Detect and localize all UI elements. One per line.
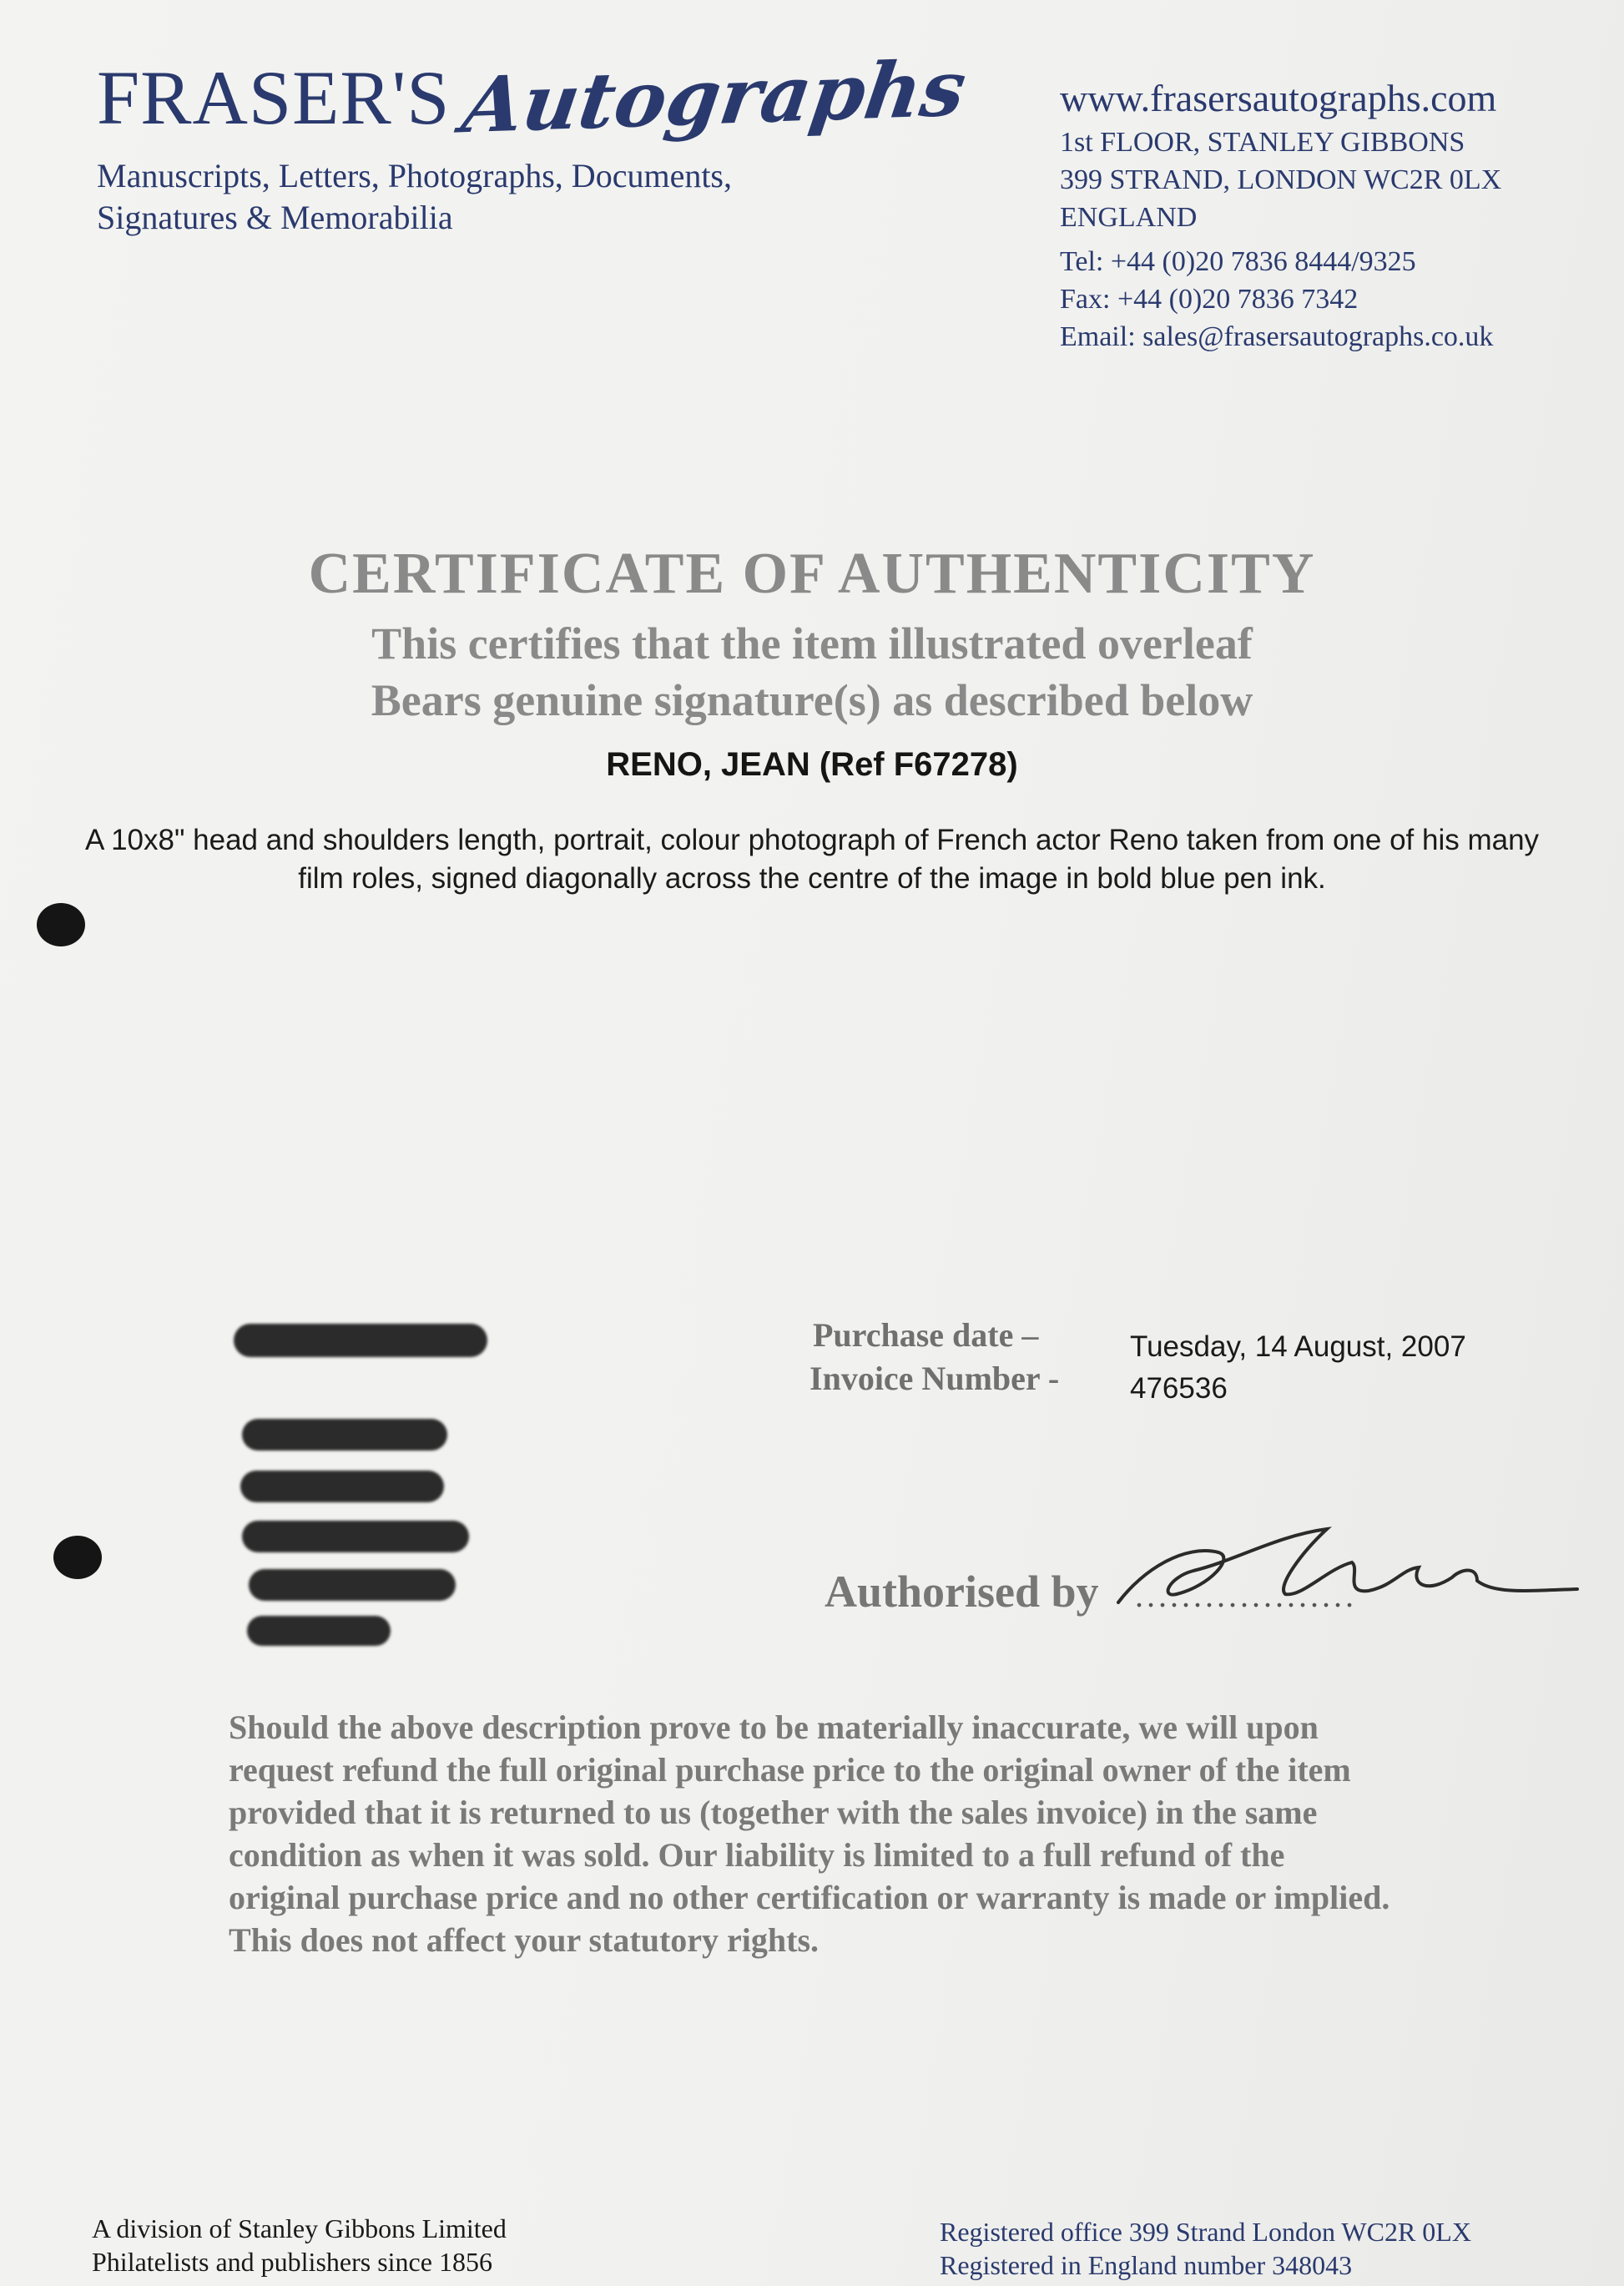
address-line-1: 1st FLOOR, STANLEY GIBBONS	[1060, 127, 1465, 158]
website-link: www.frasersautographs.com	[1060, 77, 1497, 119]
tagline-line-2: Signatures & Memorabilia	[97, 199, 453, 236]
item-description: A 10x8" head and shoulders length, portrait, colour photograph of French actor Reno taken from one of his many film roles, signed diagonally across the centre of the image in bold blue pen ink.	[84, 824, 1540, 895]
certificate-subtitle-1: This certifies that the item illustrated overleaf	[371, 618, 1253, 669]
address-line-3: ENGLAND	[1060, 202, 1198, 233]
fax-line: Fax: +44 (0)20 7836 7342	[1060, 284, 1359, 315]
tagline-line-1: Manuscripts, Letters, Photographs, Documents,	[97, 157, 732, 194]
footer-division	[92, 2212, 507, 2278]
purchase-date-value: Tuesday, 14 August, 2007	[1130, 1330, 1466, 1363]
signature-dotted-line: ...................	[1135, 1577, 1357, 1614]
punch-hole-bottom	[53, 1536, 102, 1579]
brand-main-text: FRASER'S	[97, 55, 451, 140]
footer-registration	[940, 2215, 1471, 2282]
authorised-by-label: Authorised by	[825, 1567, 1099, 1617]
redaction-bar	[249, 1569, 456, 1601]
certificate-title: CERTIFICATE OF AUTHENTICITY	[308, 542, 1316, 606]
email-line: Email: sales@frasersautographs.co.uk	[1060, 321, 1494, 352]
invoice-number-label: Invoice Number -	[809, 1360, 1060, 1397]
tagline	[97, 155, 732, 239]
certificate-subtitle-2: Bears genuine signature(s) as described below	[371, 675, 1253, 725]
brand-logo	[97, 43, 972, 151]
redaction-bar	[247, 1616, 391, 1646]
footer-right-line-1: Registered office 399 Strand London WC2R 0LX	[940, 2217, 1471, 2247]
refund-terms: Should the above description prove to be materially inaccurate, we will upon request refund the full original purchase price to the original owner of the item provided that it is returned to us (together with the sales invoice) in the same condition as when it was sold. Our liability is limited to a full refund of the original purchase price and no other certification or warranty is made or implied. This does not affect your statutory rights.	[229, 1708, 1390, 1959]
brand-script-text: Autographs	[457, 43, 972, 151]
footer-left-line-2: Philatelists and publishers since 1856	[92, 2247, 492, 2277]
tel-line: Tel: +44 (0)20 7836 8444/9325	[1060, 246, 1416, 277]
purchase-date-label: Purchase date –	[813, 1316, 1039, 1354]
invoice-number-value: 476536	[1130, 1372, 1228, 1405]
redaction-bar	[242, 1419, 447, 1451]
redaction-bar	[242, 1521, 469, 1552]
handwritten-signature	[1110, 1519, 1586, 1619]
redaction-bar	[240, 1471, 444, 1502]
footer-right-line-2: Registered in England number 348043	[940, 2250, 1353, 2280]
redaction-bar	[234, 1324, 487, 1357]
punch-hole-top	[37, 903, 85, 946]
footer-left-line-1: A division of Stanley Gibbons Limited	[92, 2213, 507, 2243]
address-line-2: 399 STRAND, LONDON WC2R 0LX	[1060, 164, 1502, 195]
contact-block	[1060, 73, 1501, 356]
item-reference: RENO, JEAN (Ref F67278)	[606, 746, 1018, 783]
